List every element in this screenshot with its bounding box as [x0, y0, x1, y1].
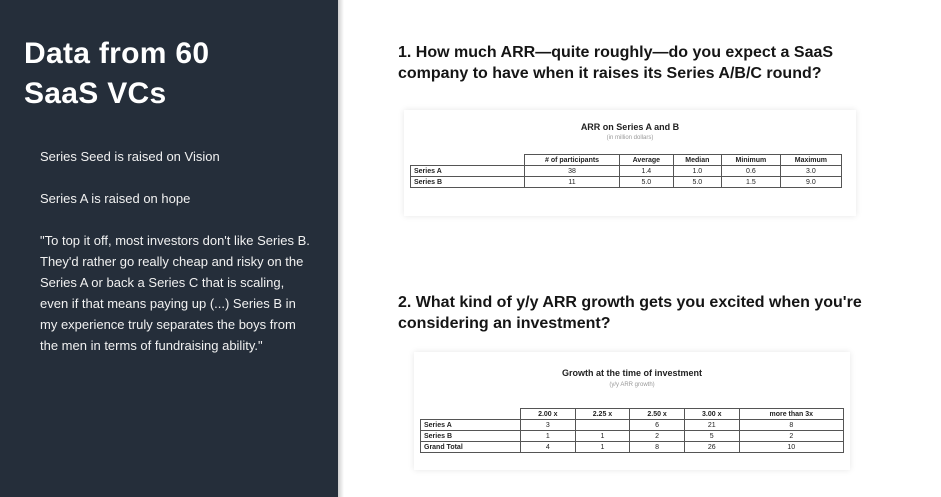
- sidebar-quote: "To top it off, most investors don't like Series B. They'd rather go really cheap and risky on the Series A or back a Series C that is scaling, even if that means paying up (...) Series B in my experience truly separates the boys from the men in terms of fundraising ability.": [40, 233, 310, 353]
- growth-header-2x: 2.00 x: [521, 409, 576, 420]
- table-cell: 1.4: [620, 166, 674, 177]
- table-cell: 26: [684, 442, 739, 453]
- row-label: Series B: [411, 177, 525, 188]
- table-cell: 1: [521, 431, 576, 442]
- table-cell: 4: [521, 442, 576, 453]
- table-cell: 1: [575, 431, 630, 442]
- growth-table-corner: [421, 409, 521, 420]
- arr-header-participants: # of participants: [525, 155, 620, 166]
- growth-header-more-than-3x: more than 3x: [739, 409, 843, 420]
- table-cell: 6: [630, 420, 685, 431]
- growth-header-2-5x: 2.50 x: [630, 409, 685, 420]
- table-cell: 8: [739, 420, 843, 431]
- growth-table-title: Growth at the time of investment: [561, 368, 702, 378]
- arr-header-maximum: Maximum: [780, 155, 841, 166]
- table-row: [411, 166, 842, 177]
- arr-table-subtitle: (in million dollars): [606, 135, 654, 141]
- table-cell: 10: [739, 442, 843, 453]
- growth-table-subtitle: (y/y ARR growth): [609, 382, 655, 388]
- table-cell: 1: [575, 442, 630, 453]
- arr-header-minimum: Minimum: [722, 155, 781, 166]
- arr-header-median: Median: [673, 155, 721, 166]
- sidebar-line-series-a: Series A is raised on hope: [40, 191, 191, 206]
- table-cell: 21: [684, 420, 739, 431]
- table-cell: 8: [630, 442, 685, 453]
- sidebar-panel: [0, 0, 338, 497]
- row-label: Series A: [421, 420, 521, 431]
- table-row: [421, 420, 844, 431]
- table-cell: 9.0: [780, 177, 841, 188]
- row-label: Series A: [411, 166, 525, 177]
- table-cell: 2: [630, 431, 685, 442]
- growth-table-card: [414, 352, 850, 470]
- sidebar-title: Data from 60 SaaS VCs: [24, 37, 210, 110]
- table-cell: 3: [521, 420, 576, 431]
- table-cell: 11: [525, 177, 620, 188]
- table-cell: 5: [684, 431, 739, 442]
- table-row: [411, 177, 842, 188]
- growth-table: [420, 408, 844, 453]
- table-cell: 2: [739, 431, 843, 442]
- table-cell: 1.5: [722, 177, 781, 188]
- arr-table-card: [404, 110, 856, 216]
- table-cell: 0.6: [722, 166, 781, 177]
- sidebar-line-seed: Series Seed is raised on Vision: [40, 149, 220, 164]
- table-cell: [575, 420, 630, 431]
- question-2-text: 2. What kind of y/y ARR growth gets you excited when you're considering an investment?: [398, 294, 862, 332]
- arr-header-average: Average: [620, 155, 674, 166]
- growth-header-2-25x: 2.25 x: [575, 409, 630, 420]
- arr-table-corner: [411, 155, 525, 166]
- arr-table: [410, 154, 842, 188]
- table-cell: 5.0: [673, 177, 721, 188]
- table-row: [421, 431, 844, 442]
- table-cell: 38: [525, 166, 620, 177]
- growth-table-header-row: [421, 409, 844, 420]
- table-cell: 3.0: [780, 166, 841, 177]
- question-1-text: 1. How much ARR—quite roughly—do you expect a SaaS company to have when it raises its Series A/B/C round?: [398, 44, 834, 82]
- growth-header-3x: 3.00 x: [684, 409, 739, 420]
- panel-divider: [338, 0, 344, 497]
- table-cell: 5.0: [620, 177, 674, 188]
- table-cell: 1.0: [673, 166, 721, 177]
- arr-table-title: ARR on Series A and B: [580, 122, 680, 132]
- arr-table-header-row: [411, 155, 842, 166]
- row-label: Grand Total: [421, 442, 521, 453]
- row-label: Series B: [421, 431, 521, 442]
- table-row: [421, 442, 844, 453]
